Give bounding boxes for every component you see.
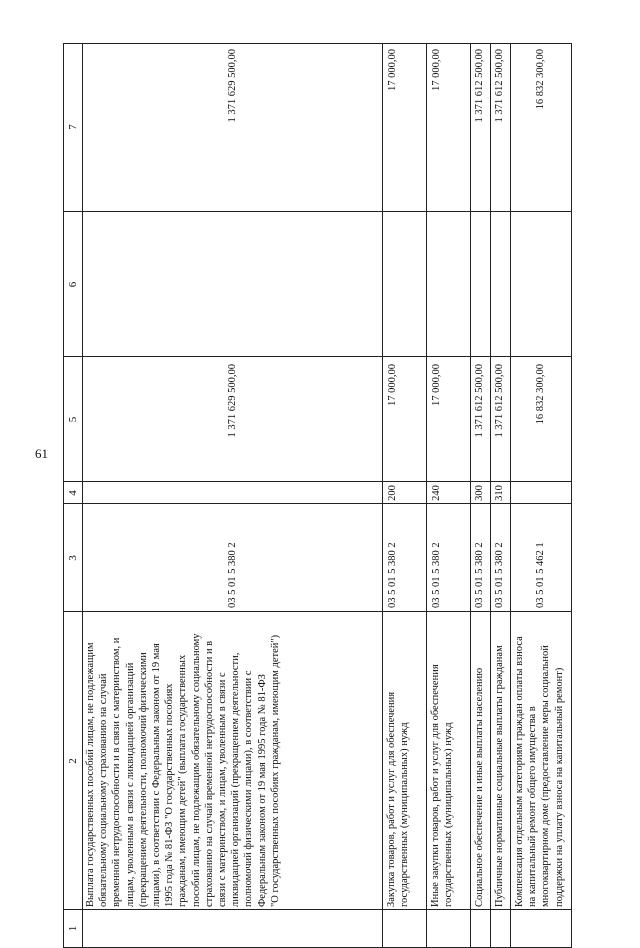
row-3-sum5: 17 000,00 <box>431 364 442 406</box>
row-1-sum5: 1 371 629 500,00 <box>227 364 238 438</box>
row-3-name: Иные закупки товаров, работ и услуг для обеспечения государственных (муниципальных) нужд <box>430 664 455 907</box>
header-col-3: 3 <box>67 555 79 561</box>
row-2-sum7: 17 000,00 <box>387 49 398 91</box>
row-1-name: Выплата государственных пособий лицам, не подлежащим обязательному социальному страхованию на случай временной нетрудоспособности и в связи с материнством, и лицам, уволенным в связи с ликвидацией организаций (прекращением деятельности, полномочий физическими лицами), в соответствии с Федеральным законом от 19 мая 1995 года № 81-ФЗ "О государственных пособиях гражданам, имеющим детей" (выплата государственных пособий лицам, не подлежащим обязательному социальному страхованию на случай временной нетрудоспособности и в связи с материнством, и лицам, уволенным в связи с ликвидацией организаций (прекращением деятельности, полномочий физическими лицами), в соответствии с Федеральным законом от 19 мая 1995 года № 81-ФЗ "О государственных пособиях гражданам, имеющим детей") <box>85 633 281 907</box>
row-4-name: Социальное обеспечение и иные выплаты населению <box>474 667 485 907</box>
row-4-sum5: 1 371 612 500,00 <box>474 364 485 438</box>
row-4-sum7: 1 371 612 500,00 <box>474 49 485 123</box>
col-separator <box>64 611 571 612</box>
row-4-type: 300 <box>474 485 485 501</box>
budget-table <box>63 43 572 948</box>
row-6-code: 03 5 01 5 462 1 <box>535 542 546 608</box>
row-separator <box>510 44 511 947</box>
header-col-1: 1 <box>67 925 79 932</box>
row-2-name: Закупка товаров, работ и услуг для обеспечения государственных (муниципальных) нужд <box>386 691 411 907</box>
row-separator <box>490 44 491 947</box>
row-5-code: 03 5 01 5 380 2 <box>494 542 505 608</box>
row-separator <box>382 44 383 947</box>
row-2-sum5: 17 000,00 <box>387 364 398 406</box>
row-4-code: 03 5 01 5 380 2 <box>474 542 485 608</box>
header-col-4: 4 <box>67 490 79 496</box>
row-3-sum7: 17 000,00 <box>431 49 442 91</box>
row-separator <box>470 44 471 947</box>
row-5-sum5: 1 371 612 500,00 <box>494 364 505 438</box>
row-5-name: Публичные нормативные социальные выплаты гражданам <box>494 645 505 907</box>
row-separator <box>426 44 427 947</box>
row-1-sum7: 1 371 629 500,00 <box>227 49 238 123</box>
row-5-sum7: 1 371 612 500,00 <box>494 49 505 123</box>
row-3-type: 240 <box>431 485 442 501</box>
header-col-5: 5 <box>67 416 79 423</box>
row-6-sum7: 16 832 300,00 <box>535 49 546 110</box>
row-5-type: 310 <box>494 485 505 501</box>
row-6-name: Компенсация отдельным категориям граждан оплаты взноса на капитальный ремонт общего имущества в многоквартирном доме (предоставление меры социальной поддержки на уплату взноса на капитальный ремонт) <box>514 636 565 907</box>
row-2-code: 03 5 01 5 380 2 <box>387 542 398 608</box>
row-6-sum5: 16 832 300,00 <box>535 364 546 425</box>
row-2-type: 200 <box>387 485 398 501</box>
row-separator <box>82 44 83 947</box>
row-3-code: 03 5 01 5 380 2 <box>431 542 442 608</box>
col-separator <box>64 909 571 910</box>
page-number: 61 <box>35 446 48 461</box>
header-col-2: 2 <box>67 758 79 764</box>
row-1-code: 03 5 01 5 380 2 <box>227 542 238 608</box>
header-col-7: 7 <box>67 124 79 130</box>
col-separator <box>64 356 571 357</box>
header-col-6: 6 <box>67 281 79 288</box>
